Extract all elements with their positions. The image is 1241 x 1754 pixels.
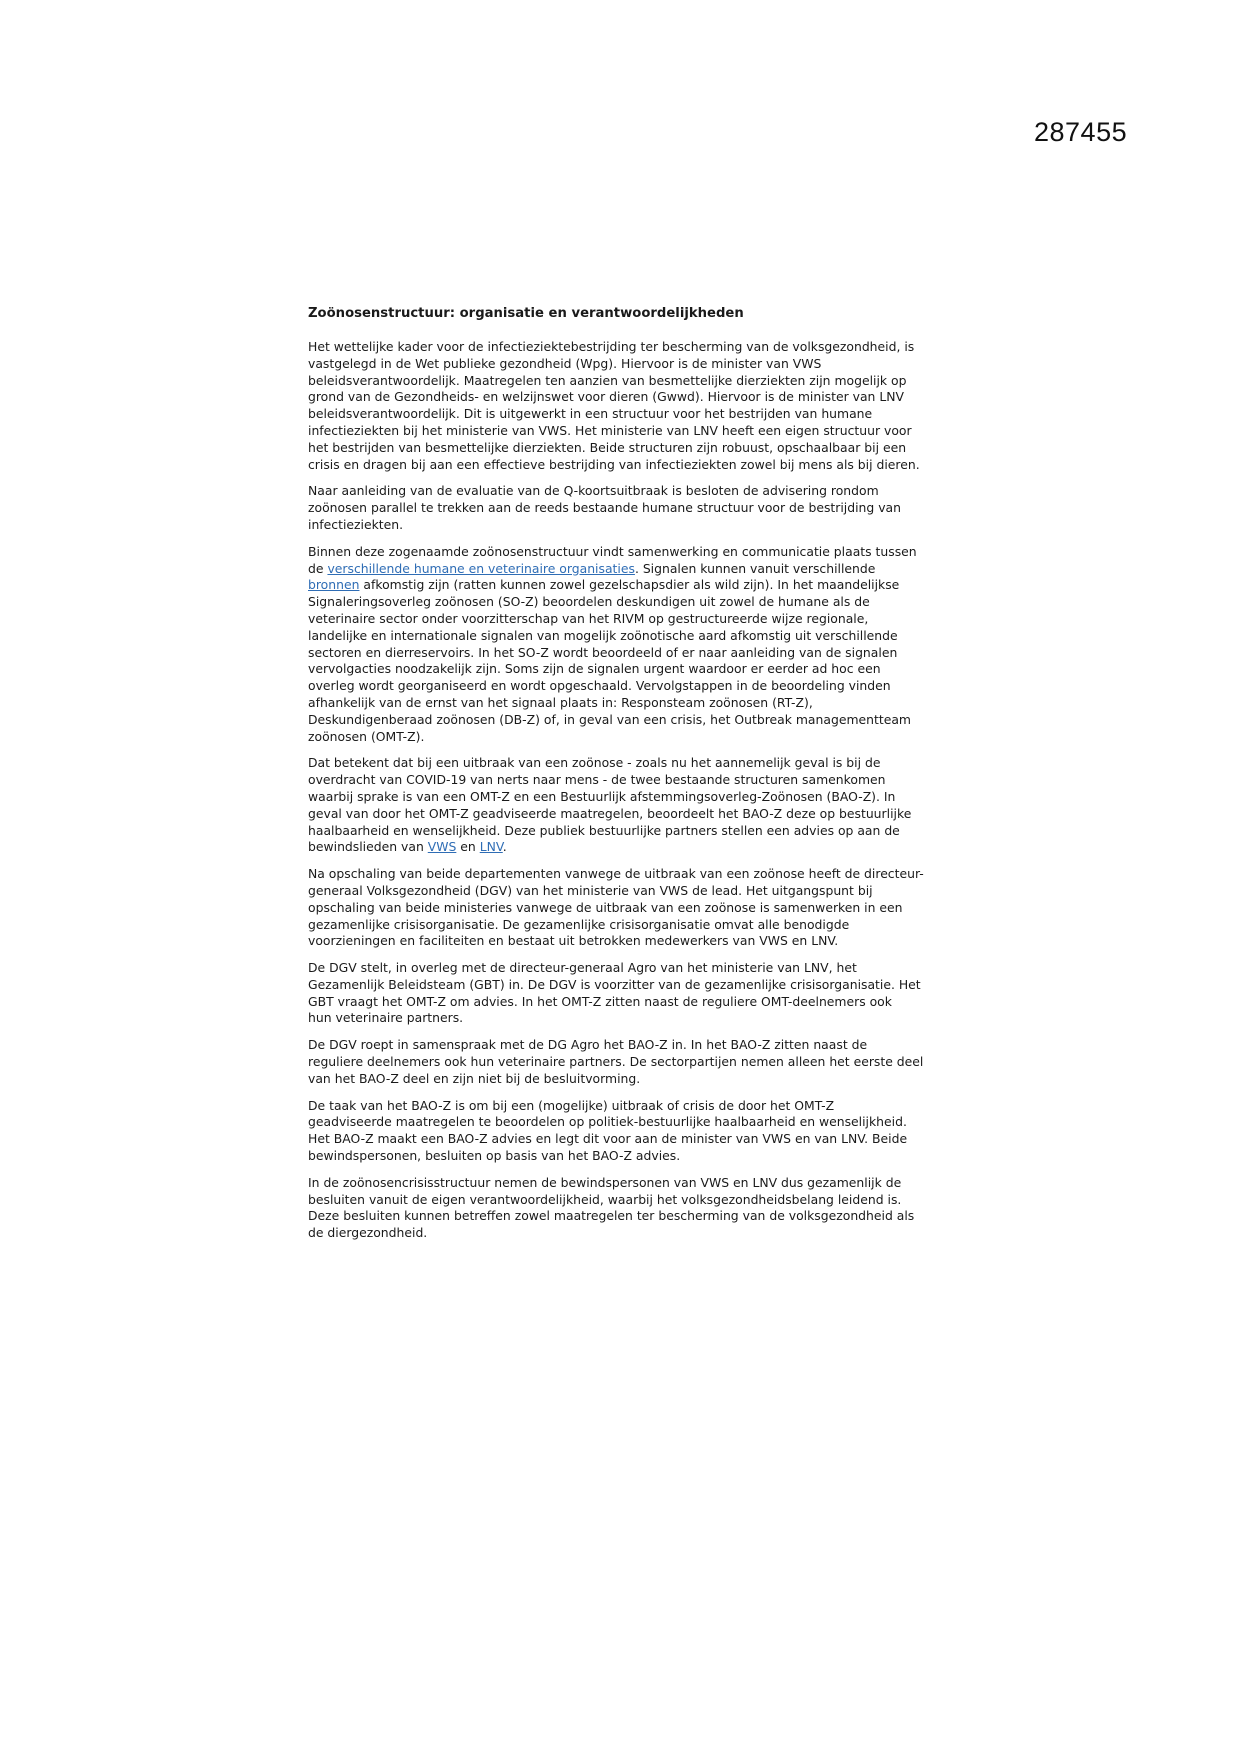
text-line: sectoren en dierreservoirs. In het SO-Z wordt beoordeeld of er naar aanleiding van de signalen: [308, 644, 898, 660]
text-line: infectieziekten bij het ministerie van VWS. Het ministerie van LNV heeft een eigen structuur voor: [308, 422, 912, 438]
text-line: GBT vraagt het OMT-Z om advies. In het OMT-Z zitten naast de reguliere OMT-deelnemers ook: [308, 993, 892, 1009]
text-line: overdracht van COVID-19 van nerts naar mens - de twee bestaande structuren samenkomen: [308, 772, 886, 788]
paragraph-legal-framework: [308, 339, 948, 473]
text-line: van het BAO-Z deel en zijn niet bij de besluitvorming.: [308, 1070, 641, 1086]
text-line: Signaleringsoverleg zoönosen (SO-Z) beoordelen deskundigen uit zowel de humane als de: [308, 594, 870, 610]
text-line: crisis en dragen bij aan een effectieve bestrijding van infectieziekten zowel bij mens als bij dieren.: [308, 456, 920, 472]
link-organisations[interactable]: verschillende humane en veterinaire organisaties: [327, 560, 635, 576]
text-line: hun veterinaire partners.: [308, 1010, 464, 1026]
text-line: Deze besluiten kunnen betreffen zowel maatregelen ter bescherming van de volksgezondheid als: [308, 1208, 915, 1224]
text-line: besluiten vanuit de eigen verantwoordelijkheid, waarbij het volksgezondheidsbelang leidend is.: [308, 1191, 902, 1207]
text-line: infectieziekten.: [308, 516, 404, 532]
text-segment: en: [456, 839, 480, 855]
text-line: Het BAO-Z maakt een BAO-Z advies en legt dit voor aan de minister van VWS en van LNV. Beide: [308, 1131, 908, 1147]
text-line: geval van door het OMT-Z geadviseerde maatregelen, beoordeelt het BAO-Z deze op bestuurlijke: [308, 805, 912, 821]
text-line: het bestrijden van besmettelijke dierziekten. Beide structuren zijn robuust, opschaalbaar bij een: [308, 439, 907, 455]
text-line: Gezamenlijk Beleidsteam (GBT) in. De DGV is voorzitter van de gezamenlijke crisisorganisatie. Het: [308, 976, 921, 992]
text-line: De taak van het BAO-Z is om bij een (mogelijke) uitbraak of crisis de door het OMT-Z: [308, 1097, 835, 1113]
text-segment: bewindslieden van: [308, 839, 428, 855]
text-line: waarbij sprake is van een OMT-Z en een Bestuurlijk afstemmingsoverleg-Zoönosen (BAO-Z). In: [308, 788, 896, 804]
paragraph-scaling: [308, 866, 948, 950]
text-line: Binnen deze zogenaamde zoönosenstructuur vindt samenwerking en communicatie plaats tussen: [308, 543, 917, 559]
text-segment: . Signalen kunnen vanuit verschillende: [634, 560, 876, 576]
text-line: Na opschaling van beide departementen vanwege de uitbraak van een zoönose heeft de directeur-: [308, 866, 924, 882]
paragraph-bao-task: [308, 1098, 948, 1165]
text-line: Naar aanleiding van de evaluatie van de Q-koortsuitbraak is besloten de advisering rondom: [308, 483, 879, 499]
text-line: zoönosen (OMT-Z).: [308, 728, 425, 744]
paragraph-crisis-structure: [308, 1175, 948, 1242]
text-line: opschaling van beide ministeries vanwege de uitbraak van een zoönose is samenwerken in een: [308, 899, 903, 915]
text-line: [308, 577, 948, 594]
link-vws[interactable]: VWS: [427, 839, 457, 855]
text-line: zoönosen parallel te trekken aan de reeds bestaande humane structuur voor de bestrijding van: [308, 500, 901, 516]
document-heading: Zoönosenstructuur: organisatie en verantwoordelijkheden: [308, 306, 744, 321]
text-line: De DGV roept in samenspraak met de DG Agro het BAO-Z in. In het BAO-Z zitten naast de: [308, 1037, 868, 1053]
link-sources[interactable]: bronnen: [308, 577, 360, 593]
text-line: vervolgacties noodzakelijk zijn. Soms zijn de signalen urgent waardoor er eerder ad hoc een: [308, 661, 881, 677]
text-line: Het wettelijke kader voor de infectieziektebestrijding ter bescherming van de volksgezondheid, is: [308, 339, 915, 354]
text-line: gezamenlijke crisisorganisatie. De gezamenlijke crisisorganisatie omvat alle benodigde: [308, 916, 850, 932]
text-line: afhankelijk van de ernst van het signaal plaats in: Responsteam zoönosen (RT-Z),: [308, 694, 813, 710]
document-number: 287455: [1034, 117, 1128, 147]
paragraph-dgv-gbt: [308, 960, 948, 1027]
paragraph-zoonoses-structure: [308, 544, 948, 746]
text-line: beleidsverantwoordelijk. Dit is uitgewerkt in een structuur voor het bestrijden van humane: [308, 406, 873, 422]
text-line: reguliere deelnemers ook hun veterinaire partners. De sectorpartijen nemen alleen het eerste deel: [308, 1054, 924, 1070]
text-line: [308, 839, 948, 856]
text-line: Dat betekent dat bij een uitbraak van een zoönose - zoals nu het aannemelijk geval is bij de: [308, 755, 881, 771]
text-line: Deskundigenberaad zoönosen (DB-Z) of, in geval van een crisis, het Outbreak managementteam: [308, 711, 912, 727]
link-lnv[interactable]: LNV: [479, 839, 503, 855]
text-line: In de zoönosencrisisstructuur nemen de bewindspersonen van VWS en LNV dus gezamenlijk de: [308, 1174, 902, 1190]
text-line: generaal Volksgezondheid (DGV) van het ministerie van VWS de lead. Het uitgangspunt bij: [308, 882, 873, 898]
text-line: De DGV stelt, in overleg met de directeur-generaal Agro van het ministerie van LNV, het: [308, 960, 857, 976]
text-line: haalbaarheid en wenselijkheid. Deze publiek bestuurlijke partners stellen een advies op aan de: [308, 822, 900, 838]
text-line: voorzieningen en faciliteiten en bestaat uit betrokken medewerkers van VWS en LNV.: [308, 933, 839, 949]
text-line: overleg wordt georganiseerd en wordt opgeschaald. Vervolgstappen in de beoordeling vinden: [308, 678, 891, 694]
text-line: geadviseerde maatregelen te beoordelen op politiek-bestuurlijke haalbaarheid en wenselijkheid.: [308, 1114, 907, 1130]
text-segment: .: [502, 839, 507, 855]
paragraph-outbreak: [308, 755, 948, 856]
document-body: [308, 305, 948, 1252]
paragraph-dgv-bao: [308, 1037, 948, 1087]
text-line: bewindspersonen, besluiten op basis van het BAO-Z advies.: [308, 1148, 681, 1164]
text-segment: de: [308, 560, 328, 576]
text-line: vastgelegd in de Wet publieke gezondheid (Wpg). Hiervoor is de minister van VWS: [308, 355, 822, 371]
text-line: [308, 561, 948, 578]
text-line: grond van de Gezondheids- en welzijnswet voor dieren (Gwwd). Hiervoor is de minister van LNV: [308, 389, 904, 405]
text-line: beleidsverantwoordelijk. Maatregelen ten aanzien van besmettelijke dierziekten zijn mogelijk op: [308, 372, 907, 388]
paragraph-q-fever-evaluation: [308, 483, 948, 533]
text-line: landelijke en internationale signalen van mogelijk zoönotische aard afkomstig uit verschillende: [308, 627, 898, 643]
text-line: veterinaire sector onder voorzitterschap van het RIVM op gestructureerde wijze regionale,: [308, 610, 869, 626]
text-line: de diergezondheid.: [308, 1225, 428, 1241]
text-segment: afkomstig zijn (ratten kunnen zowel gezelschapsdier als wild zijn). In het maandelijkse: [359, 577, 900, 593]
